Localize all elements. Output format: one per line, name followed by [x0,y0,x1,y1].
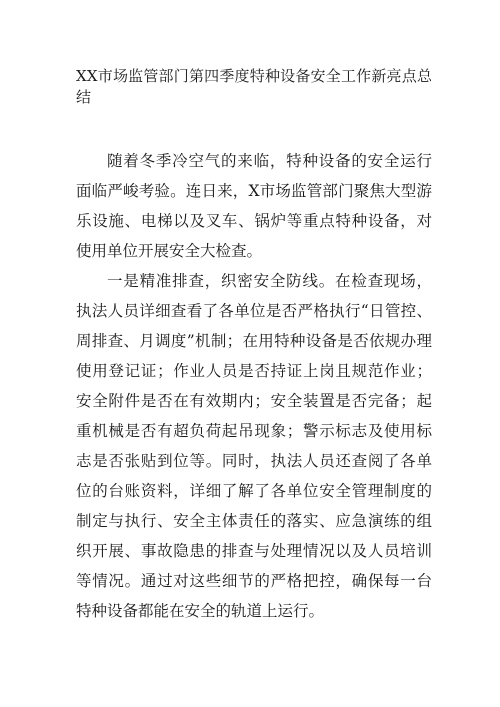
paragraph-inspection: 一是精准排查，织密安全防线。在检查现场，执法人员详细查看了各单位是否严格执行“日管控、周排查、月调度”机制；在用特种设备是否依规办理使用登记证；作业人员是否持证上岗且规范作业；安全附件是否在有效期内；安全装置是否完备；起重机械是否有超负荷起吊现象；警示标志及使用标志是否张贴到位等。同时，执法人员还查阅了各单位的台账资料，详细了解了各单位安全管理制度的制定与执行、安全主体责任的落实、应急演练的组织开展、事故隐患的排查与处理情况以及人员培训等情况。通过对这些细节的严格把控，确保每一台特种设备都能在安全的轨道上运行。 [76,272,432,620]
document-title: XX市场监管部门第四季度特种设备安全工作新亮点总结 [76,67,433,106]
paragraph-intro: 随着冬季冷空气的来临，特种设备的安全运行面临严峻考验。连日来，X市场监管部门聚焦大型游乐设施、电梯以及叉车、锅炉等重点特种设备，对使用单位开展安全大检查。 [76,152,432,260]
document-body [76,146,432,626]
